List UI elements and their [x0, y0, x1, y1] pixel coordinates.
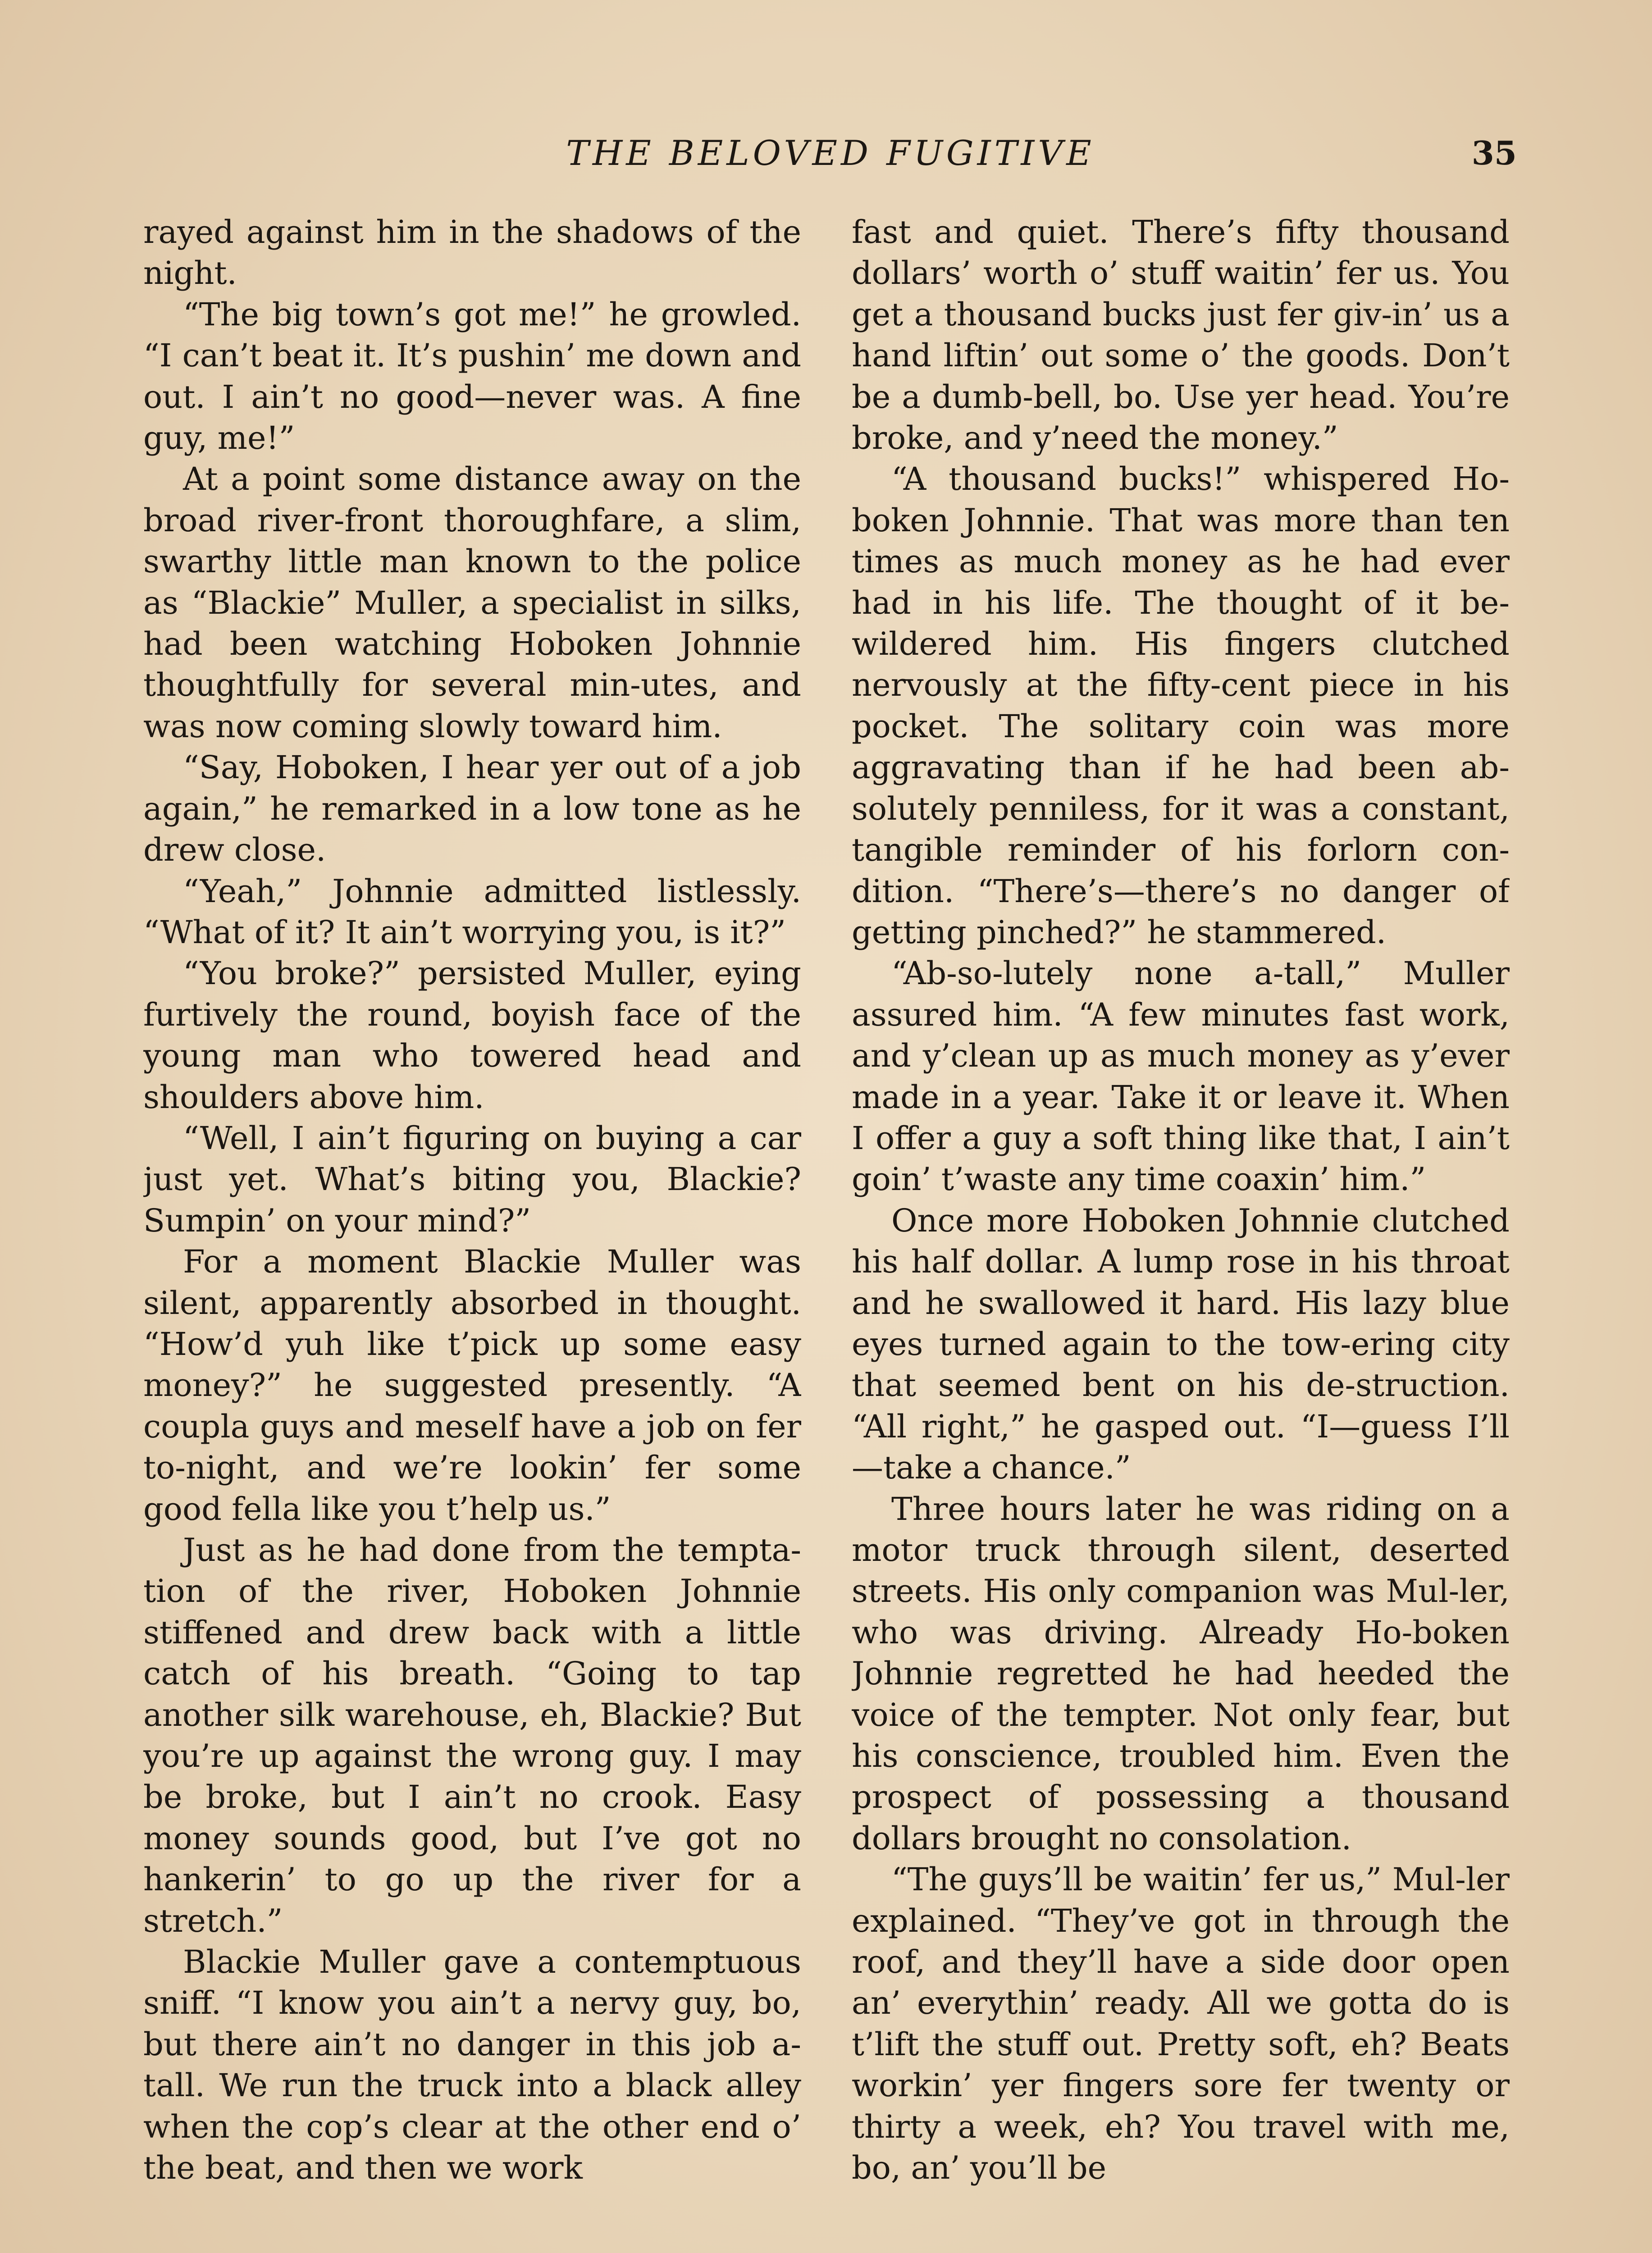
paragraph: For a moment Blackie Muller was silent, apparently absorbed in thought. “How’d yuh like t’pick up some easy money?” he suggested presently. “A coupla guys and meself have a job on fer to-night, and we’re lookin’ fer some good fella like you t’help us.”	[143, 1243, 801, 1528]
paragraph: Blackie Muller gave a contemptuous sniff. “I know you ain’t a nervy guy, bo, but there ain’t no danger in this job a-tall. We run the truck into a black alley when the cop’s clear at the other end o’ the beat, and then we work	[143, 1943, 801, 2187]
page-header	[144, 131, 1517, 180]
paragraph: Just as he had done from the tempta-tion of the river, Hoboken Johnnie stiffened and drew back with a little catch of his breath. “Going to tap another silk warehouse, eh, Blackie? But you’re up against the wrong guy. I may be broke, but I ain’t no crook. Easy money sounds good, but I’ve got no hankerin’ to go up the river for a stretch.”	[143, 1532, 801, 1939]
paragraph: fast and quiet. There’s fifty thousand dollars’ worth o’ stuff waitin’ fer us. You get a thousand bucks just fer giv-in’ us a hand liftin’ out some o’ the goods. Don’t be a dumb-bell, bo. Use yer head. You’re broke, and y’need the money.”	[852, 214, 1510, 457]
paragraph: “Say, Hoboken, I hear yer out of a job again,” he remarked in a low tone as he drew close.	[143, 749, 801, 869]
paragraph: rayed against him in the shadows of the night.	[143, 214, 801, 292]
paragraph: Three hours later he was riding on a motor truck through silent, deserted streets. His only companion was Mul-ler, who was driving. Already Ho-boken Johnnie regretted he had heeded the voice of the tempter. Not only fear, but his conscience, troubled him. Even the prospect of possessing a thousand dollars brought no consolation.	[852, 1490, 1510, 1857]
paragraph: Once more Hoboken Johnnie clutched his half dollar. A lump rose in his throat and he swallowed it hard. His lazy blue eyes turned again to the tow-ering city that seemed bent on his de-struction. “All right,” he gasped out. “I—guess I’ll—take a chance.”	[852, 1202, 1510, 1487]
right-column	[852, 212, 1510, 2253]
running-title: THE BELOVED FUGITIVE	[566, 133, 1095, 173]
paragraph: “Well, I ain’t figuring on buying a car just yet. What’s biting you, Blackie? Sumpin’ on your mind?”	[143, 1119, 801, 1239]
paragraph: “Ab-so-lutely none a-tall,” Muller assured him. “A few minutes fast work, and y’clean up as much money as y’ever made in a year. Take it or leave it. When I offer a guy a soft thing like that, I ain’t goin’ t’waste any time coaxin’ him.”	[852, 955, 1510, 1198]
page-number: 35	[1471, 134, 1517, 172]
paragraph: “Yeah,” Johnnie admitted listlessly. “What of it? It ain’t worrying you, is it?”	[143, 872, 801, 951]
left-column	[143, 212, 801, 2253]
paragraph: “You broke?” persisted Muller, eying furtively the round, boyish face of the young man who towered head and shoulders above him.	[143, 955, 801, 1116]
paragraph: “The big town’s got me!” he growled. “I can’t beat it. It’s pushin’ me down and out. I ain’t no good—never was. A fine guy, me!”	[143, 296, 801, 457]
paragraph: “A thousand bucks!” whispered Ho-boken Johnnie. That was more than ten times as much money as he had ever had in his life. The thought of it be-wildered him. His fingers clutched nervously at the fifty-cent piece in his pocket. The solitary coin was more aggravating than if he had been ab-solutely penniless, for it was a constant, tangible reminder of his forlorn con-dition. “There’s—there’s no danger of getting pinched?” he stammered.	[852, 461, 1510, 951]
paragraph: At a point some distance away on the broad river-front thoroughfare, a slim, swarthy little man known to the police as “Blackie” Muller, a specialist in silks, had been watching Hoboken Johnnie thoughtfully for several min-utes, and was now coming slowly toward him.	[143, 461, 801, 745]
paragraph: “The guys’ll be waitin’ fer us,” Mul-ler explained. “They’ve got in through the roof, and they’ll have a side door open an’ everythin’ ready. All we gotta do is t’lift the stuff out. Pretty soft, eh? Beats workin’ yer fingers sore fer twenty or thirty a week, eh? You travel with me, bo, an’ you’ll be	[852, 1861, 1510, 2187]
